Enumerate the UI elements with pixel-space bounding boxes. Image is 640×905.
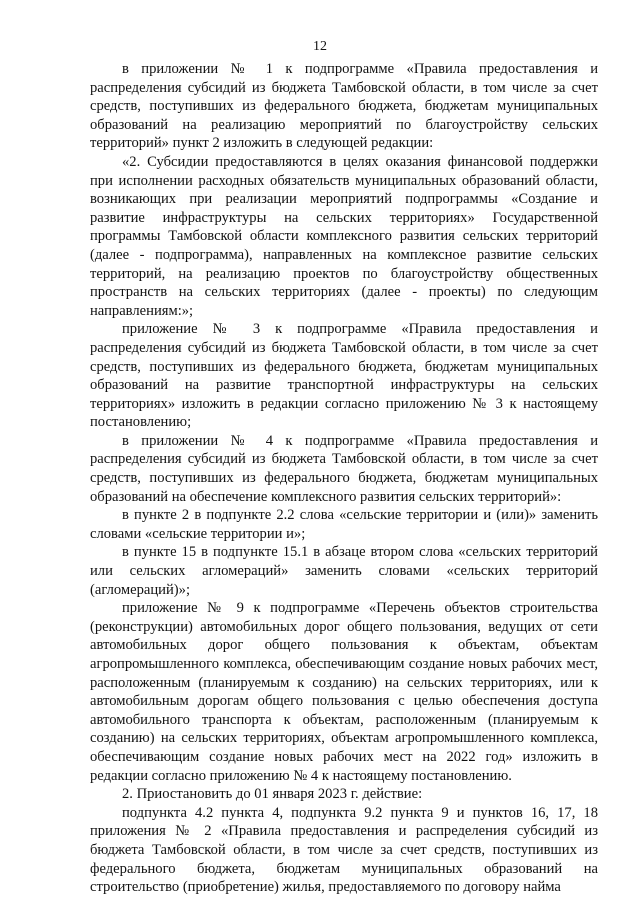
paragraph: подпункта 4.2 пункта 4, подпункта 9.2 пункта 9 и пунктов 16, 17, 18 приложения № 2 «Правила предоставления и распределения субсидий из бюджета Тамбовской области, в том числе за счет средств, поступивших из федерального бюджета, бюджетам муниципальных образований на строительство (приобретение) жилья, предоставляемого по договору найма [90,804,598,896]
paragraph: 2. Приостановить до 01 января 2023 г. действие: [122,786,423,803]
paragraph: в пункте 2 в подпункте 2.2 слова «сельские территории и (или)» заменить словами «сельские территории и»; [90,507,598,542]
paragraph: приложение № 9 к подпрограмме «Перечень объектов строительства (реконструкции) автомобильных дорог общего пользования, ведущих от сети автомобильных дорог общего пользования к объектам, объектам агропромышленного комплекса, обеспечивающим создание новых рабочих мест, расположенным (планируемым к созданию) на сельских территориях, или к автомобильным дорогам общего пользования с целью обеспечения доступа автомобильного транспорта к объектам, расположенным (планируемым к созданию) на сельских территориях, объектам агропромышленного комплекса, обеспечивающим создание новых рабочих мест на 2022 год» изложить в редакции согласно приложению № 4 к настоящему постановлению. [90,600,598,784]
page-number: 12 [313,39,327,54]
paragraph: приложение № 3 к подпрограмме «Правила предоставления и распределения субсидий из бюджета Тамбовской области, в том числе за счет средств, поступивших из федерального бюджета, бюджетам муниципальных образований на развитие транспортной инфраструктуры на сельских территориях» изложить в редакции согласно приложению № 3 к настоящему постановлению; [90,321,598,431]
paragraph: в приложении № 1 к подпрограмме «Правила предоставления и распределения субсидий из бюджета Тамбовской области, в том числе за счет средств, поступивших из федерального бюджета, бюджетам муниципальных образований на реализацию мероприятий по благоустройству сельских территорий» пункт 2 изложить в следующей редакции: [90,61,598,152]
paragraph: в пункте 15 в подпункте 15.1 в абзаце втором слова «сельских территорий или сельских агломераций» заменить словами «сельских территорий (агломераций)»; [90,544,598,598]
paragraph: «2. Субсидии предоставляются в целях оказания финансовой поддержки при исполнении расходных обязательств муниципальных образований области, возникающих при реализации мероприятий подпрограммы «Создание и развитие инфраструктуры на сельских территориях» Государственной программы Тамбовской области комплексного развития сельских территорий (далее - подпрограмма), направленных на комплексное развитие сельских территорий, на реализацию проектов по благоустройству общественных пространств на сельских территориях (далее - проекты) по следующим направлениям:»; [90,153,598,319]
paragraph: в приложении № 4 к подпрограмме «Правила предоставления и распределения субсидий из бюджета Тамбовской области, в том числе за счет средств, поступивших из федерального бюджета, бюджетам муниципальных образований на обеспечение комплексного развития сельских территорий»: [90,432,598,505]
document-body [90,60,598,897]
